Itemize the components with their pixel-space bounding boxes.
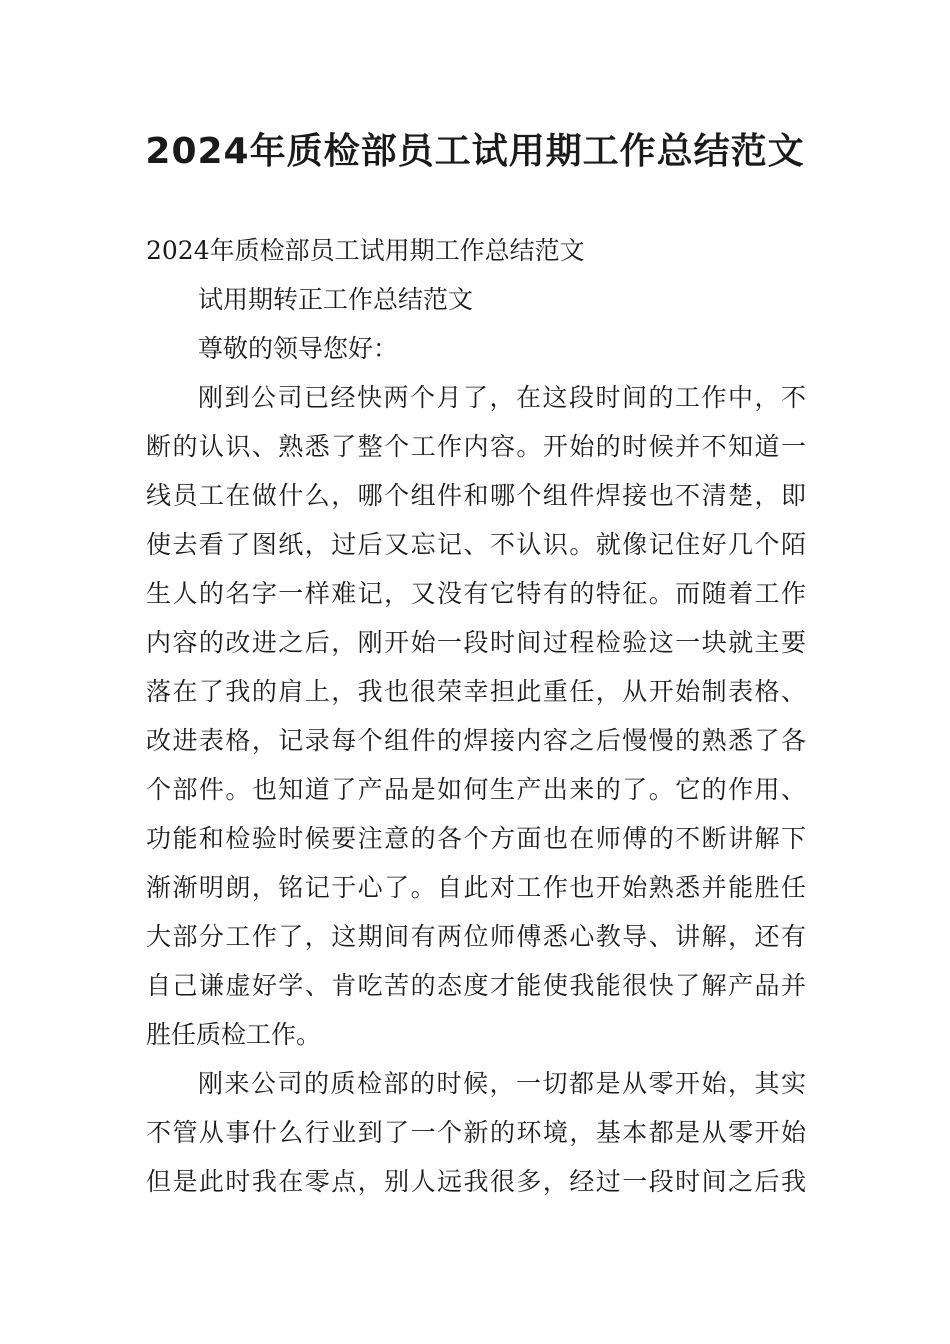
paragraph-line: 功能和检验时候要注意的各个方面也在师傅的不断讲解下 [146,824,806,853]
paragraph-line: 但是此时我在零点，别人远我很多，经过一段时间之后我 [146,1167,806,1196]
paragraph-line: 大部分工作了，这期间有两位师傅悉心教导、讲解，还有 [146,922,806,951]
section-heading: 试用期转正工作总结范文 [198,285,474,314]
salutation: 尊敬的领导您好： [198,334,399,363]
paragraph-line: 刚来公司的质检部的时候，一切都是从零开始，其实 [198,1069,806,1098]
paragraph-line: 胜任质检工作。 [146,1020,322,1049]
paragraph-line: 个部件。也知道了产品是如何生产出来的了。它的作用、 [146,775,806,804]
paragraph-line: 生人的名字一样难记，又没有它特有的特征。而随着工作 [146,579,806,608]
paragraph-line: 断的认识、熟悉了整个工作内容。开始的时候并不知道一 [146,432,806,461]
paragraph-line: 刚到公司已经快两个月了，在这段时间的工作中，不 [198,383,806,412]
paragraph-line: 线员工在做什么，哪个组件和哪个组件焊接也不清楚，即 [146,481,806,510]
paragraph-line: 自己谦虚好学、肯吃苦的态度才能使我能很快了解产品并 [146,971,806,1000]
paragraph-line: 渐渐明朗，铭记于心了。自此对工作也开始熟悉并能胜任 [146,873,806,902]
document-subtitle: 2024年质检部员工试用期工作总结范文 [146,236,585,265]
paragraph-1 [146,373,806,1059]
paragraph-line: 内容的改进之后，刚开始一段时间过程检验这一块就主要 [146,628,806,657]
paragraph-line: 使去看了图纸，过后又忘记、不认识。就像记住好几个陌 [146,530,806,559]
document-body [146,226,806,1206]
document-title: 2024年质检部员工试用期工作总结范文 [145,131,805,172]
paragraph-line: 不管从事什么行业到了一个新的环境，基本都是从零开始 [146,1118,806,1147]
paragraph-2 [146,1059,806,1206]
paragraph-line: 落在了我的肩上，我也很荣幸担此重任，从开始制表格、 [146,677,806,706]
paragraph-line: 改进表格，记录每个组件的焊接内容之后慢慢的熟悉了各 [146,726,806,755]
